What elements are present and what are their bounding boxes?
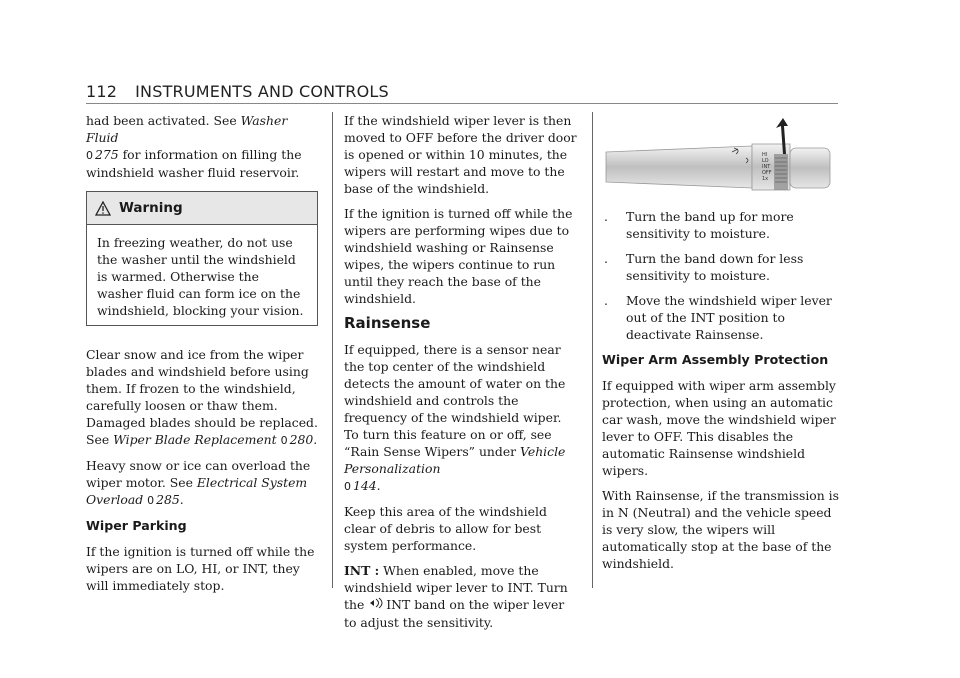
lever-label-hi: HI (762, 152, 768, 158)
washer-fluid-link[interactable]: Washer Fluid (86, 113, 288, 145)
header-rule (86, 103, 838, 104)
warning-title: Warning (119, 199, 183, 216)
wiper-lever-illustration (602, 118, 840, 198)
intro-text-2: for information on filling the windshield washer fluid reservoir. (86, 147, 302, 180)
heavy-snow-text: Heavy snow or ice can overload the wiper motor. See (86, 458, 311, 490)
page-number: 112 (86, 82, 118, 101)
list-item (602, 208, 840, 242)
list-item (602, 292, 840, 343)
neutral-paragraph: With Rainsense, if the transmission is in N (Neutral) and the vehicle speed is very slow, the wipers will automatically stop at the base of the windshield. (602, 488, 840, 571)
lever-label-int: INT (762, 164, 771, 170)
electrical-overload-link[interactable]: Electrical System Overload (86, 475, 308, 507)
section-title: INSTRUMENTS AND CONTROLS (135, 82, 389, 101)
page-ref-icon: 0 (280, 434, 288, 447)
page-ref-icon: 0 (86, 149, 93, 162)
wiper-blade-link[interactable]: Wiper Blade Replacement (113, 432, 277, 447)
page-header (86, 82, 838, 101)
column-divider-1 (332, 112, 333, 588)
column-3 (602, 112, 840, 580)
washer-fluid-ref[interactable]: 275 (95, 147, 119, 162)
keep-clear-paragraph: Keep this area of the windshield clear of debris to allow for best system performance. (344, 504, 547, 553)
lever-off-paragraph: If the windshield wiper lever is then moved to OFF before the driver door is opened or within 10 minutes, the wipers will restart and move to the base of the windshield. (344, 113, 577, 196)
heavy-snow-paragraph: Heavy snow or ice can overload the wiper motor. See Electrical System Overload 0 285. (86, 458, 311, 507)
wiper-parking-heading: Wiper Parking (86, 518, 187, 533)
bullet-text: Move the windshield wiper lever out of the INT position to deactivate Rainsense. (626, 293, 832, 342)
warning-header (87, 192, 317, 225)
rainsense-sensitivity-icon (368, 599, 386, 612)
list-item (602, 250, 840, 284)
intro-paragraph (86, 112, 318, 181)
int-paragraph (344, 562, 580, 631)
warning-icon (95, 201, 111, 216)
bullet-text: Turn the band up for more sensitivity to moisture. (626, 209, 794, 241)
page-ref-icon: 0 (344, 480, 351, 493)
int-text-2: INT band on the wiper lever to adjust the sensitivity. (344, 597, 565, 630)
clear-snow-text: Clear snow and ice from the wiper blades and windshield before using them. If frozen to the windshield, carefully loosen or thaw them. Damaged blades should be replaced. See (86, 347, 318, 447)
lever-label-mist: 1x (762, 176, 769, 182)
page-ref-icon: 0 (147, 494, 155, 507)
wiper-lever-image (602, 118, 840, 198)
clear-snow-paragraph: Clear snow and ice from the wiper blades and windshield before using them. If frozen to the windshield, carefully loosen or thaw them. Damaged blades should be replaced. See Wiper Blade Replacement 0 280. (86, 347, 318, 447)
rainsense-bullets (602, 208, 840, 343)
intro-text: had been activated. See (86, 113, 241, 128)
vehicle-personalization-ref[interactable]: 144 (353, 478, 377, 493)
rainsense-paragraph: If equipped, there is a sensor near the top center of the windshield detects the amount of water on the windshield and controls the frequency of the windshield wiper. To turn this feature on or off, see “Rain Sense Wipers” under Vehicle Personalization 0 144. (344, 342, 566, 493)
int-label: INT : (344, 563, 380, 578)
ignition-off-paragraph: If the ignition is turned off while the wipers are performing wipes due to windshield washing or Rainsense wipes, the wipers continue to run until they reach the base of the windshield. (344, 206, 573, 306)
electrical-overload-ref[interactable]: 285 (156, 492, 180, 507)
vehicle-personalization-link[interactable]: Vehicle Personalization (344, 444, 566, 476)
lever-label-off: OFF (762, 170, 772, 176)
rainsense-text: If equipped, there is a sensor near the top center of the windshield detects the amount of water on the windshield and controls the frequency of the windshield wiper. To turn this feature on or off, see “Rain Sense Wipers” under (344, 342, 566, 459)
warning-text: In freezing weather, do not use the washer until the windshield is warmed. Otherwise the washer fluid can form ice on the windshield, blocking your vision. (97, 235, 304, 318)
int-text: When enabled, move the windshield wiper lever to INT. Turn the (344, 563, 568, 612)
warning-box (86, 191, 318, 326)
wiper-parking-text: If the ignition is turned off while the wipers are on LO, HI, or INT, they will immediately stop. (86, 544, 315, 593)
column-1 (86, 112, 318, 602)
column-divider-2 (592, 112, 593, 588)
bullet-text: Turn the band down for less sensitivity to moisture. (626, 251, 804, 283)
column-2 (344, 112, 580, 639)
wiper-arm-protection-text: If equipped with wiper arm assembly protection, when using an automatic car wash, move the windshield wiper lever to OFF. This disables the automatic Rainsense windshield wipers. (602, 378, 836, 478)
wiper-arm-protection-heading: Wiper Arm Assembly Protection (602, 352, 829, 367)
bullet-icon: . (604, 209, 608, 224)
bullet-icon: . (604, 251, 608, 266)
bullet-icon: . (604, 293, 608, 308)
lever-label-lo: LO (762, 158, 769, 164)
wiper-blade-ref[interactable]: 280 (289, 432, 314, 447)
rainsense-heading: Rainsense (344, 314, 431, 332)
